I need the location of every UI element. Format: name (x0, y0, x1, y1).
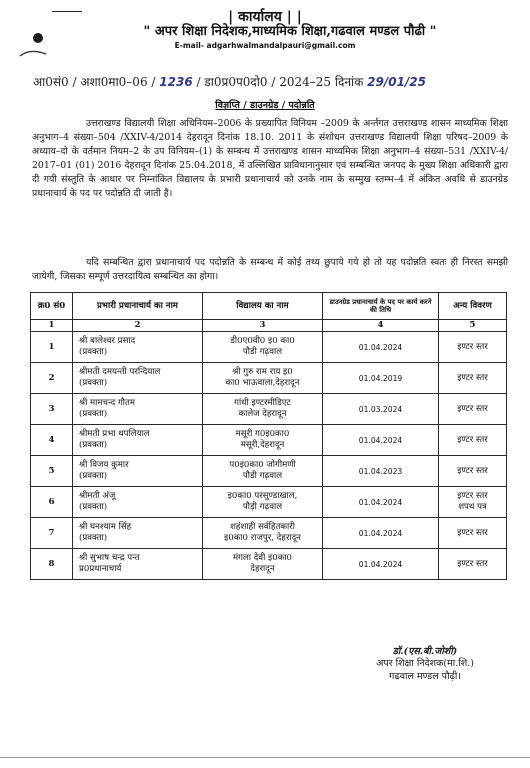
school-line-2: मसूरी,देहरादून (240, 440, 285, 450)
row-remark-cell (439, 549, 507, 580)
header-name: प्रभारी प्रधानाचार्य का नाम (73, 293, 203, 320)
principal-name: श्री घनश्याम सिंह (79, 522, 132, 532)
table-header-row (31, 293, 507, 320)
table-row (31, 456, 507, 487)
row-school-cell (203, 549, 323, 580)
reference-number: 1236 (159, 75, 193, 89)
school-line-1: मंगला देवी इ0का0 (232, 553, 293, 563)
signatory-designation: अपर शिक्षा निदेशक(मा.शि.) (376, 658, 474, 669)
signature-block (360, 644, 490, 683)
table-row (31, 518, 507, 549)
row-name-cell (73, 518, 203, 549)
remark-line-1: इण्टर स्तर (457, 465, 488, 476)
table-row (31, 425, 507, 456)
table-row (31, 394, 507, 425)
principal-name: श्री बालेश्वर प्रसाद (79, 336, 136, 346)
school-line-2: देहरादून (250, 564, 275, 574)
row-name-cell (73, 487, 203, 518)
office-title: " अपर शिक्षा निदेशक,माध्यमिक शिक्षा,गढवाल मण्डल पौढी " (143, 24, 437, 39)
row-serial: 5 (31, 456, 73, 487)
row-remark-cell (439, 518, 507, 549)
remark-line-1: इण्टर स्तर (457, 434, 488, 445)
remark-line-1: इण्टर स्तर (457, 558, 488, 569)
principal-role: (प्रवक्ता) (79, 471, 108, 481)
header-serial: क्र0 सं0 (31, 293, 73, 320)
reference-prefix: आ0सं0 / अशा0मा0–06 / (33, 75, 156, 89)
office-heading: | कार्यालय | | (228, 9, 302, 25)
principal-role: (प्रवक्ता) (79, 440, 108, 450)
header-date: डाउनग्रेड प्रधानाचार्य के पद पर कार्य करने की तिथि (323, 293, 439, 320)
row-serial: 4 (31, 425, 73, 456)
row-remark-cell (439, 425, 507, 456)
row-school-cell (203, 363, 323, 394)
row-name-cell (73, 549, 203, 580)
row-serial: 6 (31, 487, 73, 518)
body-paragraph-2: यदि सम्बन्धित द्वारा प्रधानाचार्य पद पदोन्नति के सम्बन्ध में कोई तथ्य छुपाये गये हो तो यह पदोन्नति स्वतः ही निरस्त समझी जायेगी, जिसका सम्पूर्ण उत्तरदायित्व सम्बन्धित का होगा। (32, 257, 508, 282)
remark-line-1: इण्टर स्तर (457, 527, 488, 538)
remark-line-1: इण्टर स्तर (457, 491, 488, 501)
school-line-2: इ0का0 राजपुर, देहरादून (224, 533, 301, 543)
row-name-cell (73, 456, 203, 487)
remark-line-1: इण्टर स्तर (457, 372, 488, 383)
row-school-cell (203, 518, 323, 549)
principal-role: (प्रवक्ता) (79, 502, 108, 512)
signatory-office: गढवाल मण्डल पौढ़ी। (389, 671, 461, 682)
page-bottom-edge (0, 757, 530, 758)
reference-line (33, 73, 426, 90)
row-school-cell (203, 456, 323, 487)
row-serial: 2 (31, 363, 73, 394)
table-row (31, 549, 507, 580)
row-name-cell (73, 332, 203, 363)
row-name-cell (73, 394, 203, 425)
office-email: E-mail- adgarhwalmandalpauri@gmail.com (174, 41, 356, 50)
school-line-1: इ0का0 परसुण्डाखाल, (227, 491, 298, 501)
row-remark-cell (439, 487, 507, 518)
school-line-1: डी0ए0वी0 इ0 का0 (230, 336, 295, 346)
signatory-name: डॉ.(एस.बी.जोशी) (392, 646, 458, 657)
row-name-cell (73, 363, 203, 394)
principal-name: श्री विजय कुमार (79, 460, 129, 470)
principal-role: प्र0प्रधानाचार्य (79, 564, 122, 574)
row-remark-cell (439, 394, 507, 425)
row-date: 01.04.2019 (323, 363, 439, 394)
row-date: 01.04.2024 (323, 425, 439, 456)
school-line-1: मसूरी ग0इ0का0 (235, 429, 290, 439)
row-serial: 8 (31, 549, 73, 580)
school-line-2: कालेज देहरादून (238, 409, 287, 419)
principal-role: (प्रवक्ता) (79, 409, 108, 419)
reference-date: 29/01/25 (367, 75, 427, 89)
row-school-cell (203, 487, 323, 518)
table-row (31, 363, 507, 394)
header-remarks: अन्य विवरण (439, 293, 507, 320)
principal-role: (प्रवक्ता) (79, 533, 108, 543)
principal-name: श्री मामचन्द गौतम (79, 398, 136, 408)
column-number: 4 (323, 320, 439, 332)
subject-heading: विज्ञप्ति / डाउनग्रेड / पदोन्नति (215, 100, 315, 111)
reference-middle: / डा0प्र0प0दो0 / 2024–25 दिनांक (196, 75, 364, 89)
principal-name: श्रीमती अंजू (79, 491, 116, 501)
row-school-cell (203, 394, 323, 425)
row-school-cell (203, 332, 323, 363)
remark-line-2: शपथ पत्र (458, 502, 487, 512)
school-line-1: गांधी इण्टरमीडिएट (234, 398, 291, 408)
school-line-1: श्री गुरु राम राय इ0 (232, 367, 293, 377)
header-school: विद्यालय का नाम (203, 293, 323, 320)
promotion-table (30, 292, 507, 580)
table-row (31, 487, 507, 518)
row-school-cell (203, 425, 323, 456)
row-serial: 3 (31, 394, 73, 425)
row-remark-cell (439, 363, 507, 394)
row-date: 01.04.2024 (323, 487, 439, 518)
column-number: 5 (439, 320, 507, 332)
column-number: 3 (203, 320, 323, 332)
school-line-2: का0 भाऊवाला,देहरादून (225, 378, 300, 388)
row-date: 01.04.2024 (323, 518, 439, 549)
column-number: 2 (73, 320, 203, 332)
principal-name: श्री सुभाष चन्द्र पन्त (79, 553, 140, 563)
principal-role: (प्रवक्ता) (79, 347, 108, 357)
principal-name: श्रीमती दमयन्ती परन्दियाल (79, 367, 161, 377)
school-line-1: प0इ0का0 जोगीमणी (229, 460, 296, 470)
principal-role: (प्रवक्ता) (79, 378, 108, 388)
row-date: 01.04.2023 (323, 456, 439, 487)
table-row (31, 332, 507, 363)
school-line-2: पौडी गढ़वाल (242, 347, 283, 357)
body-paragraph-1: उत्तराखण्ड विद्यालयी शिक्षा अधिनियम–2006 के प्रख्यापित विनियम –2009 के अर्न्तगत उत्तराखण्ड शासन माध्यमिक शिक्षा अनुभाग–4 संख्या–504 /XXIV-4/2014 देहरादून दिनांक 18.10. 2011 के संशोधन उत्तराखण्ड विद्यालयी शिक्षा परिषद–2009 के अध्याय–दो के वर्तमान नियम–2 के उप विनियम–(1) के सम्बन्ध में उत्तराखण्ड शासन माध्यमिक शिक्षा अनुभाग–4 संख्या–531 /XXIV-4/ 2017–01 (01) 2016 देहरादून दिनांक 25.04.2018, में उल्लिखित प्राविधानानुसार एवं सम्बन्धित जनपद के मुख्य शिक्षा अधिकारी द्वारा दी गयी संस्तुति के आधार पर निम्नांकित विद्यालय के प्रभारी प्रधानाचार्य को उनके नाम के सम्मुख स्तम्भ–4 में अंकित अवधि से डाउनग्रेड प्रधानाचार्य के पद पर पदोन्नति दी जाती है। (32, 118, 508, 200)
row-remark-cell (439, 456, 507, 487)
row-serial: 7 (31, 518, 73, 549)
row-name-cell (73, 425, 203, 456)
row-serial: 1 (31, 332, 73, 363)
remark-line-1: इण्टर स्तर (457, 341, 488, 352)
principal-name: श्रीमती प्रभा थपलियाल (79, 429, 150, 439)
row-date: 01.04.2024 (323, 332, 439, 363)
school-line-1: शहंशाही सर्वहितकारी (230, 522, 295, 532)
row-date: 01.04.2024 (323, 549, 439, 580)
school-line-2: पौडी गढ़वाल (242, 471, 283, 481)
remark-line-1: इण्टर स्तर (457, 403, 488, 414)
column-number: 1 (31, 320, 73, 332)
row-remark-cell (439, 332, 507, 363)
column-number-row (31, 320, 507, 332)
school-line-2: पौड़ी गढ़वाल (242, 502, 283, 512)
row-date: 01.03.2024 (323, 394, 439, 425)
